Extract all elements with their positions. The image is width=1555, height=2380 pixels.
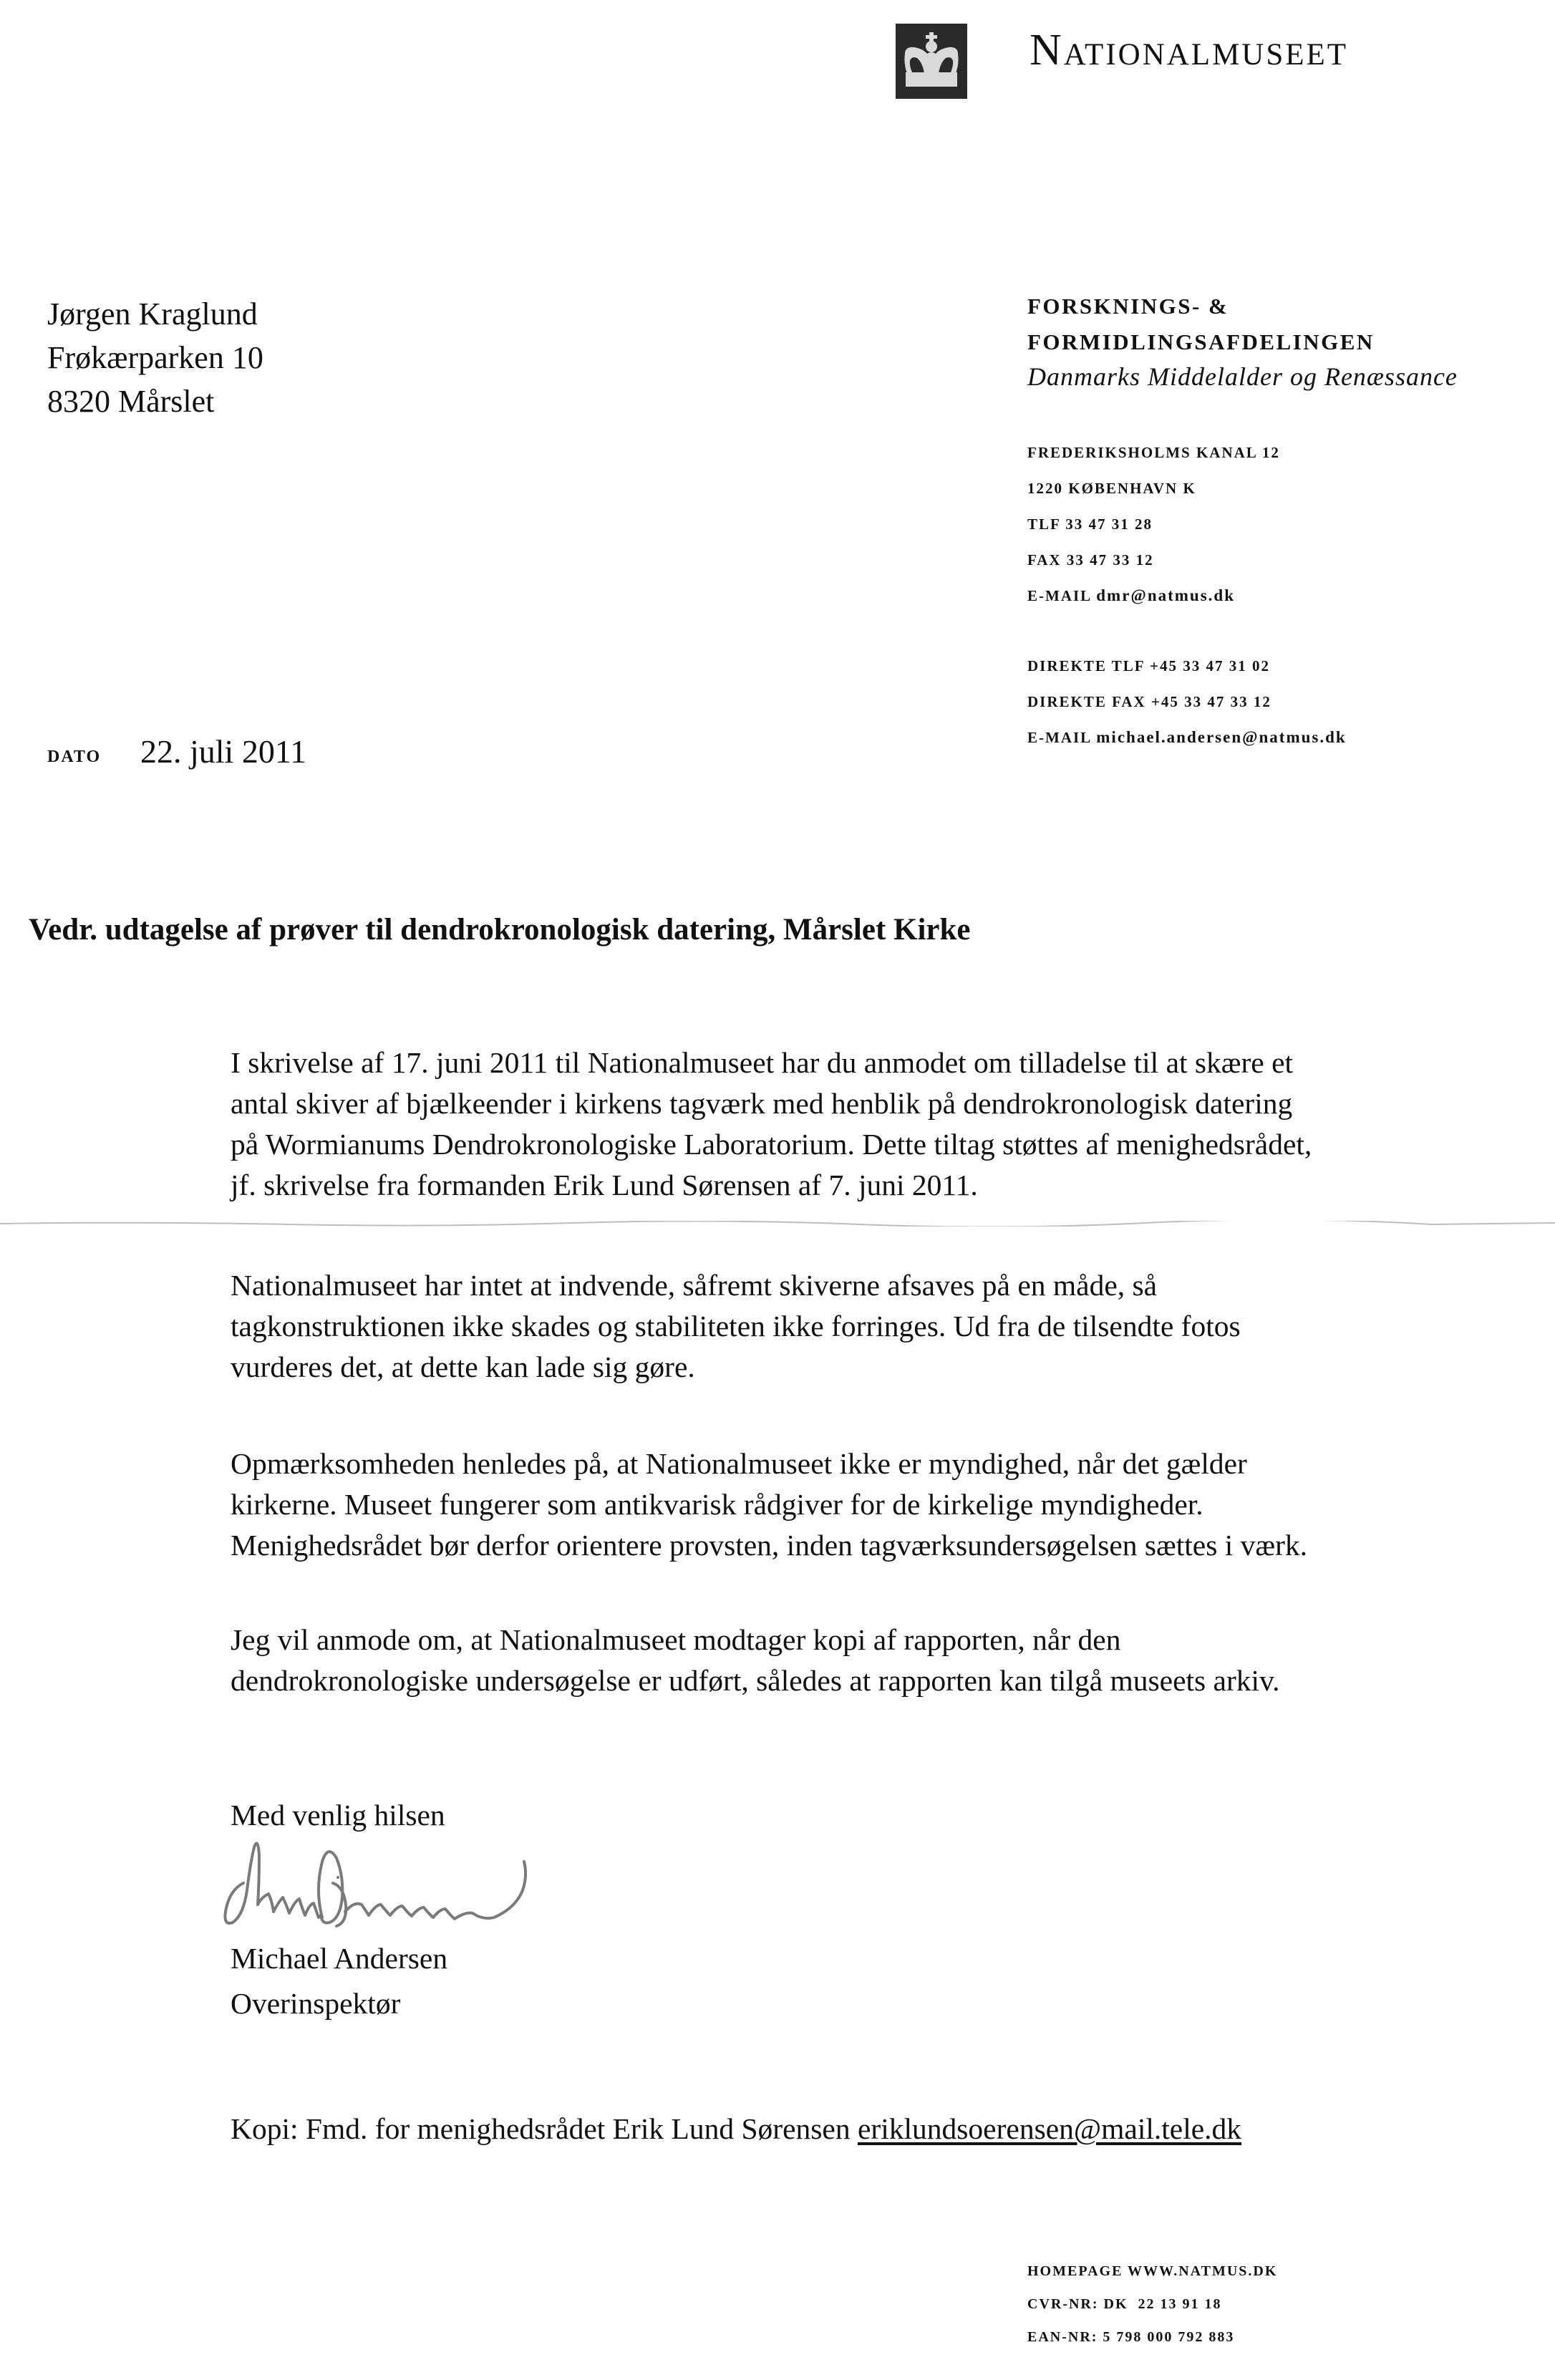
recipient-city: 8320 Mårslet	[47, 384, 215, 419]
body-line: Opmærksomheden henledes på, at Nationalmuseet ikke er myndighed, når det gælder	[231, 1447, 1247, 1480]
recipient-street: Frøkærparken 10	[47, 340, 263, 375]
recipient-name: Jørgen Kraglund	[47, 296, 258, 332]
handwritten-signature	[215, 1833, 673, 1948]
body-paragraph	[231, 1265, 1241, 1388]
body-paragraph	[231, 1043, 1312, 1206]
body-line: Menighedsrådet bør derfor orientere provsten, inden tagværksundersøgelsen sættes i værk.	[231, 1529, 1308, 1562]
direct-phone: DIREKTE TLF +45 33 47 31 02	[1027, 657, 1271, 674]
museum-wordmark: Nationalmuseet	[1030, 26, 1349, 74]
body-line: kirkerne. Museet fungerer som antikvarisk rådgiver for de kirkelige myndigheder.	[231, 1488, 1203, 1521]
copy-prefix: Kopi: Fmd. for menighedsrådet Erik Lund Sørensen	[231, 2112, 851, 2145]
contact-email[interactable]: dmr@natmus.dk	[1096, 586, 1236, 604]
contact-email-line	[1027, 578, 1280, 614]
crown-logo	[896, 24, 967, 99]
closing-greeting: Med venlig hilsen	[231, 1799, 445, 1832]
contact-address: FREDERIKSHOLMS KANAL 12	[1027, 444, 1280, 461]
department-line-1: FORSKNINGS- &	[1027, 294, 1229, 319]
body-line: tagkonstruktionen ikke skades og stabiliteten ikke forringes. Ud fra de tilsendte fotos	[231, 1310, 1241, 1343]
body-paragraph	[231, 1620, 1280, 1701]
contact-email-label: E-MAIL	[1027, 587, 1092, 604]
letter-subject: Vedr. udtagelse af prøver til dendrokronologisk datering, Mårslet Kirke	[29, 913, 971, 947]
direct-fax: DIREKTE FAX +45 33 47 33 12	[1027, 693, 1271, 710]
recipient-address	[47, 292, 263, 423]
body-line: jf. skrivelse fra formanden Erik Lund Sørensen af 7. juni 2011.	[231, 1169, 978, 1201]
body-line: I skrivelse af 17. juni 2011 til Nationalmuseet har du anmodet om tilladelse til at skære et	[231, 1046, 1294, 1079]
direct-email[interactable]: michael.andersen@natmus.dk	[1096, 728, 1347, 746]
body-line: vurderes det, at dette kan lade sig gøre.	[231, 1350, 695, 1383]
footer-cvr: CVR-NR: DK 22 13 91 18	[1027, 2296, 1222, 2312]
signer-name: Michael Andersen	[231, 1942, 448, 1975]
direct-email-line	[1027, 720, 1347, 755]
date-value: 22. juli 2011	[140, 733, 307, 770]
body-line: Jeg vil anmode om, at Nationalmuseet modtager kopi af rapporten, når den	[231, 1623, 1121, 1656]
direct-contact-block	[1027, 648, 1347, 755]
body-line: Nationalmuseet har intet at indvende, såfremt skiverne afsaves på en måde, så	[231, 1269, 1158, 1302]
body-paragraph	[231, 1443, 1307, 1566]
body-line: dendrokronologiske undersøgelse er udført, således at rapporten kan tilgå museets arkiv.	[231, 1664, 1280, 1697]
signer-title: Overinspektør	[231, 1987, 401, 2020]
footer-block	[1027, 2255, 1277, 2354]
crown-icon	[896, 24, 967, 99]
body-line: på Wormianums Dendrokronologiske Laboratorium. Dette tiltag støttes af menighedsrådet,	[231, 1128, 1312, 1161]
department-block	[1027, 289, 1458, 393]
contact-phone: TLF 33 47 31 28	[1027, 516, 1153, 533]
contact-fax: FAX 33 47 33 12	[1027, 551, 1154, 569]
footer-ean: EAN-NR: 5 798 000 792 883	[1027, 2329, 1235, 2345]
contact-block	[1027, 435, 1280, 614]
paper-fold-crease	[0, 1221, 1555, 1227]
department-subtitle: Danmarks Middelalder og Renæssance	[1027, 362, 1458, 391]
direct-email-label: E-MAIL	[1027, 729, 1092, 746]
body-line: antal skiver af bjælkeender i kirkens tagværk med henblik på dendrokronologisk datering	[231, 1087, 1293, 1120]
footer-homepage: HOMEPAGE WWW.NATMUS.DK	[1027, 2263, 1278, 2279]
contact-postal: 1220 KØBENHAVN K	[1027, 480, 1196, 497]
copy-recipient-line	[231, 2109, 1241, 2149]
date-label: DATO	[47, 748, 102, 766]
copy-email-link[interactable]: eriklundsoerensen@mail.tele.dk	[857, 2112, 1242, 2145]
department-line-2: FORMIDLINGSAFDELINGEN	[1027, 329, 1375, 354]
